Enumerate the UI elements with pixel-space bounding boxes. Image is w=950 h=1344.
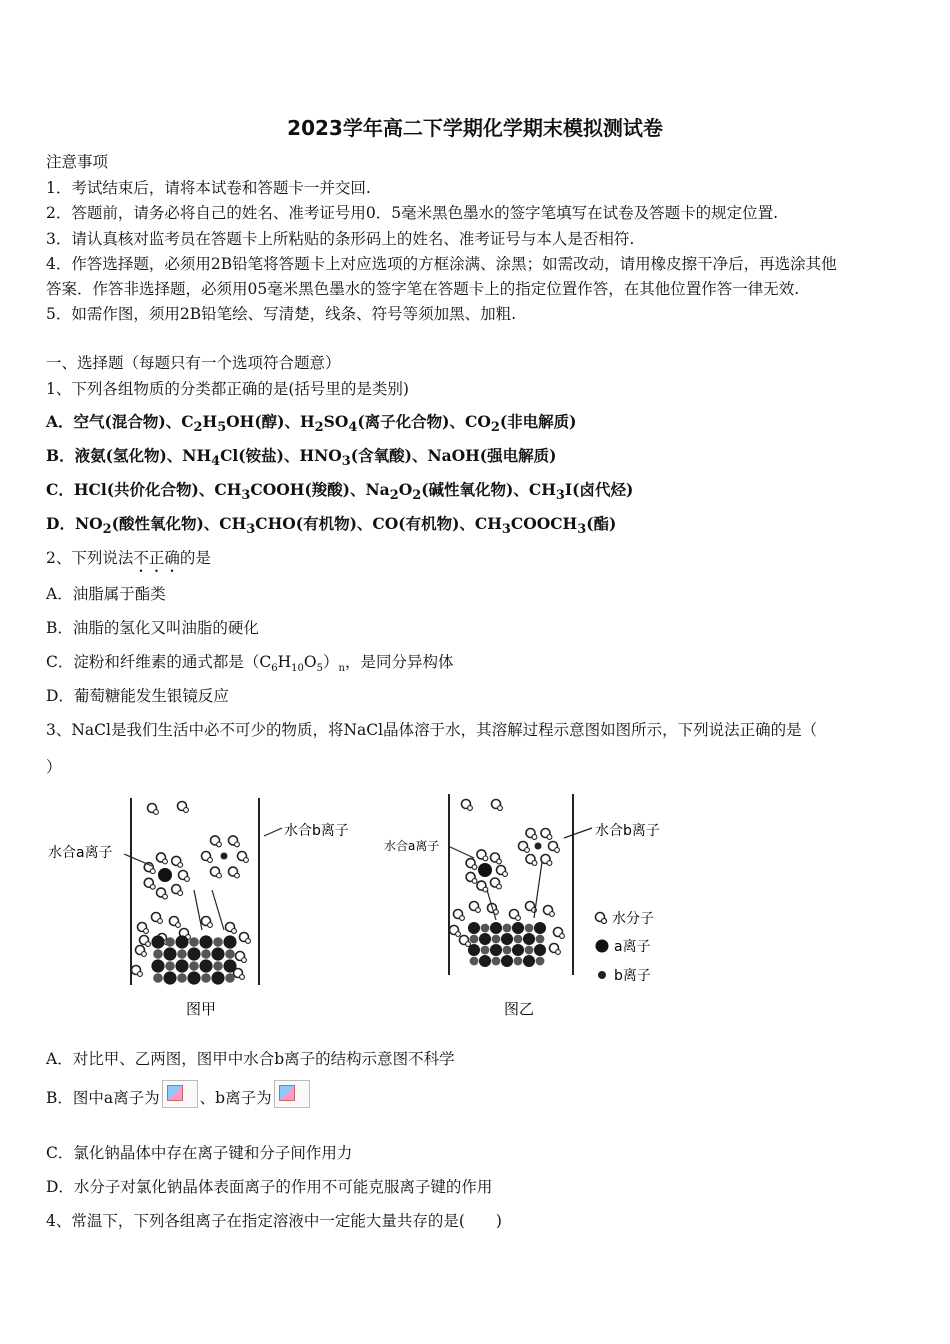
b-ion	[536, 957, 545, 966]
water-molecule	[144, 878, 155, 889]
water-molecule	[541, 854, 552, 865]
water-molecule	[450, 926, 461, 937]
water-molecule	[466, 859, 477, 870]
water-molecule	[229, 867, 240, 878]
q2-option-d: D．葡萄糖能发生银镜反应	[46, 687, 229, 705]
water-molecule	[156, 888, 167, 899]
a-ion	[163, 971, 176, 984]
water-molecule	[132, 966, 143, 977]
crystal-yi	[468, 922, 546, 967]
question-1-stem: 1、下列各组物质的分类都正确的是(括号里的是类别)	[46, 380, 409, 398]
legend-water-icon	[596, 913, 607, 924]
water-molecule	[549, 842, 560, 853]
b-ion	[153, 949, 163, 959]
b-ion	[165, 937, 175, 947]
a-ion	[151, 959, 164, 972]
b-ion	[470, 957, 479, 966]
water-molecule	[172, 885, 183, 896]
water-molecule	[454, 910, 465, 921]
b-ion	[177, 949, 187, 959]
water-molecule	[179, 871, 190, 882]
question-2-stem: 2、下列说法不正确的是	[46, 549, 211, 567]
water-molecule	[510, 910, 521, 921]
page-title: 2023学年高二下学期化学期末模拟测试卷	[287, 116, 663, 140]
water-molecule	[544, 906, 555, 917]
nacl-dissolution-figure	[44, 790, 684, 1022]
water-molecule	[236, 952, 247, 963]
q3-option-c: C．氯化钠晶体中存在离子键和分子间作用力	[46, 1144, 353, 1162]
b-ion	[535, 843, 542, 850]
a-ion	[468, 922, 480, 934]
legend-a-icon	[596, 940, 609, 953]
b-ion	[492, 957, 501, 966]
water-molecule	[148, 804, 159, 815]
water-molecule	[226, 923, 237, 934]
water-molecule	[466, 872, 477, 883]
a-ion	[163, 947, 176, 960]
water-molecule	[240, 933, 251, 944]
water-molecule	[526, 829, 537, 840]
jia-label-hydrated-a: 水合a离子	[48, 845, 113, 861]
b-ion	[492, 935, 501, 944]
water-molecule	[152, 913, 163, 924]
b-ion	[153, 973, 163, 983]
a-ion	[223, 959, 236, 972]
q2-option-a: A．油脂属于酯类	[46, 585, 166, 603]
legend	[596, 910, 655, 984]
b-ion	[189, 937, 199, 947]
broken-image-icon	[274, 1080, 310, 1108]
a-ion	[479, 933, 491, 945]
water-molecule	[144, 863, 155, 874]
b-ion	[213, 937, 223, 947]
a-ion	[534, 944, 546, 956]
water-molecule	[490, 853, 501, 864]
question-3-stem: 3、NaCl是我们生活中必不可少的物质，将NaCl晶体溶于水，其溶解过程示意图如图所示，下列说法正确的是（	[46, 721, 818, 739]
q1-option-c: C．HCl(共价化合物)、$CH_3COOH$(羧酸)、$Na_2O_2$(碱性氧化物)、$CH_3I$(卤代烃)	[46, 480, 634, 504]
notice-item: 4．作答选择题，必须用2B铅笔将答题卡上对应选项的方框涂满、涂黑；如需改动，请用橡皮擦干净后，再选涂其他	[46, 255, 837, 273]
a-ion	[523, 955, 535, 967]
water-molecule	[492, 800, 503, 811]
yi-label-hydrated-a: 水合a离子	[384, 839, 440, 853]
a-ion	[534, 922, 546, 934]
a-ion	[187, 947, 200, 960]
q1-option-b: B．液氨(氢化物)、$NH_4Cl$(铵盐)、$HNO_3$(含氧酸)、NaOH(强电解质)	[46, 446, 557, 470]
question-3-stem-end: ）	[46, 758, 62, 776]
water-molecule	[229, 836, 240, 847]
notice-item: 2．答题前，请务必将自己的姓名、准考证号用0．5毫米黑色墨水的签字笔填写在试卷及答题卡的规定位置.	[46, 204, 779, 222]
b-ion	[201, 973, 211, 983]
water-molecule	[156, 853, 167, 864]
water-molecule	[519, 842, 530, 853]
b-ion	[514, 957, 523, 966]
water-molecule	[477, 850, 488, 861]
water-molecule	[477, 881, 488, 892]
water-molecule	[541, 829, 552, 840]
b-ion	[189, 961, 199, 971]
water-molecule	[202, 917, 213, 928]
water-molecule	[497, 866, 508, 877]
a-ion	[501, 933, 513, 945]
a-ion	[158, 868, 172, 882]
water-molecule	[172, 856, 183, 867]
jia-label-hydrated-b: 水合b离子	[284, 823, 349, 839]
b-ion	[481, 946, 490, 955]
q3-option-a: A．对比甲、乙两图，图甲中水合b离子的结构示意图不科学	[46, 1050, 455, 1068]
crystal-jia	[151, 935, 236, 984]
figure-svg	[44, 790, 684, 1022]
a-ion	[490, 922, 502, 934]
b-ion	[225, 973, 235, 983]
a-ion	[490, 944, 502, 956]
notice-item: 5．如需作图，须用2B铅笔绘、写清楚，线条、符号等须加黑、加粗.	[46, 305, 517, 323]
notice-item: 答案．作答非选择题，必须用05毫米黑色墨水的签字笔在答题卡上的指定位置作答，在其他位置作答一律无效.	[46, 280, 800, 298]
water-molecule	[490, 878, 501, 889]
a-ion	[175, 959, 188, 972]
broken-image-icon	[162, 1080, 198, 1108]
water-molecule	[460, 936, 471, 947]
b-ion	[213, 961, 223, 971]
water-molecule	[470, 902, 481, 913]
notice-heading: 注意事项	[46, 153, 109, 171]
a-ion	[512, 922, 524, 934]
water-molecule	[238, 852, 249, 863]
yi-label-hydrated-b: 水合b离子	[595, 823, 660, 839]
caption-yi: 图乙	[504, 1000, 535, 1018]
caption-jia: 图甲	[186, 1000, 217, 1018]
water-molecule	[211, 867, 222, 878]
water-molecule	[526, 854, 537, 865]
a-ion	[501, 955, 513, 967]
water-molecule	[140, 936, 151, 947]
question-4-stem: 4、常温下，下列各组离子在指定溶液中一定能大量共存的是( )	[46, 1212, 502, 1230]
notice-item: 1．考试结束后，请将本试卷和答题卡一并交回.	[46, 179, 371, 197]
a-ion	[199, 959, 212, 972]
notice-item: 3．请认真核对监考员在答题卡上所粘贴的条形码上的姓名、准考证号与本人是否相符.	[46, 230, 635, 248]
legend-b: b离子	[614, 968, 651, 984]
a-ion	[199, 935, 212, 948]
b-ion	[525, 924, 534, 933]
water-molecule	[202, 852, 213, 863]
b-ion	[470, 935, 479, 944]
section-heading: 一、选择题（每题只有一个选项符合题意）	[46, 354, 341, 372]
water-molecule	[550, 944, 561, 955]
q2-option-c: C．淀粉和纤维素的通式都是$(C_6H_{10}O_5)_n$，是同分异构体	[46, 653, 454, 675]
b-ion	[201, 949, 211, 959]
b-ion	[481, 924, 490, 933]
a-ion	[223, 935, 236, 948]
water-molecule	[554, 928, 565, 939]
q3-option-d: D．水分子对氯化钠晶体表面离子的作用不可能克服离子键的作用	[46, 1178, 493, 1196]
a-ion	[468, 944, 480, 956]
a-ion	[478, 863, 492, 877]
a-ion	[187, 971, 200, 984]
b-ion	[514, 935, 523, 944]
b-ion	[221, 853, 228, 860]
a-ion	[523, 933, 535, 945]
q1-option-a: A．空气(混合物)、$C_2H_5OH$(醇)、$H_2SO_4$(离子化合物)、$CO_2$(非电解质)	[46, 412, 577, 436]
b-ion	[503, 924, 512, 933]
q2-option-b: B．油脂的氢化又叫油脂的硬化	[46, 619, 259, 637]
water-molecule	[136, 946, 147, 957]
a-ion	[512, 944, 524, 956]
b-ion	[525, 946, 534, 955]
water-molecule	[462, 800, 473, 811]
water-molecule	[138, 923, 149, 934]
water-molecule	[170, 917, 181, 928]
a-ion	[211, 947, 224, 960]
b-ion	[177, 973, 187, 983]
legend-water: 水分子	[612, 911, 654, 927]
b-ion	[165, 961, 175, 971]
a-ion	[211, 971, 224, 984]
q1-option-d: D．$NO_2$(酸性氧化物)、$CH_3CHO$(有机物)、CO(有机物)、$CH_3COOCH_3$(酯)	[46, 514, 617, 538]
b-ion	[225, 949, 235, 959]
a-ion	[151, 935, 164, 948]
legend-a: a离子	[614, 939, 651, 955]
b-ion	[536, 935, 545, 944]
a-ion	[479, 955, 491, 967]
a-ion	[175, 935, 188, 948]
q3-option-b: B．图中a离子为 、b离子为	[46, 1080, 312, 1108]
water-molecule	[178, 802, 189, 813]
b-ion	[503, 946, 512, 955]
water-molecule	[211, 836, 222, 847]
legend-b-icon	[598, 971, 606, 979]
